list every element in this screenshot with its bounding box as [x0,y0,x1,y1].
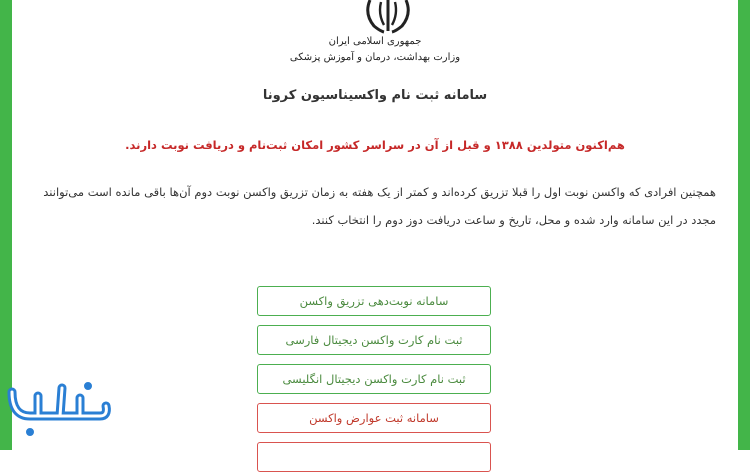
partial-red-button[interactable] [257,442,491,472]
notice-line-2: مجدد در این سامانه وارد شده و محل، تاریخ و ساعت دریافت دوز دوم را انتخاب کنند. [311,213,716,227]
khabar-logo-icon [4,372,114,444]
notice-line-1: همچنین افرادی که واکسن نوبت اول را قبلا تزریق کرده‌اند و کمتر از یک هفته به زمان تزریق واکسن نوبت دوم آن‌ها باقی مانده است می‌توانند [43,185,716,199]
main-panel [12,0,738,450]
vaccine-appointment-button[interactable]: سامانه نوبت‌دهی تزریق واکسن [257,286,491,316]
second-dose-notice [34,178,716,234]
iran-emblem-icon [360,0,416,34]
right-green-border [738,0,750,450]
vaccine-side-effects-button[interactable]: سامانه ثبت عوارض واکسن [257,403,491,433]
org-line-1: جمهوری اسلامی ایران [328,36,422,47]
digital-card-english-button[interactable]: ثبت نام کارت واکسن دیجیتال انگلیسی [257,364,491,394]
digital-card-persian-button[interactable]: ثبت نام کارت واکسن دیجیتال فارسی [257,325,491,355]
org-line-2: وزارت بهداشت، درمان و آموزش پزشکی [289,52,461,63]
eligibility-warning: هم‌اکنون متولدین ۱۳۸۸ و قبل از آن در سراسر کشور امکان ثبت‌نام و دریافت نوبت دارند. [125,138,625,152]
system-title: سامانه ثبت نام واکسیناسیون کرونا [262,88,488,103]
